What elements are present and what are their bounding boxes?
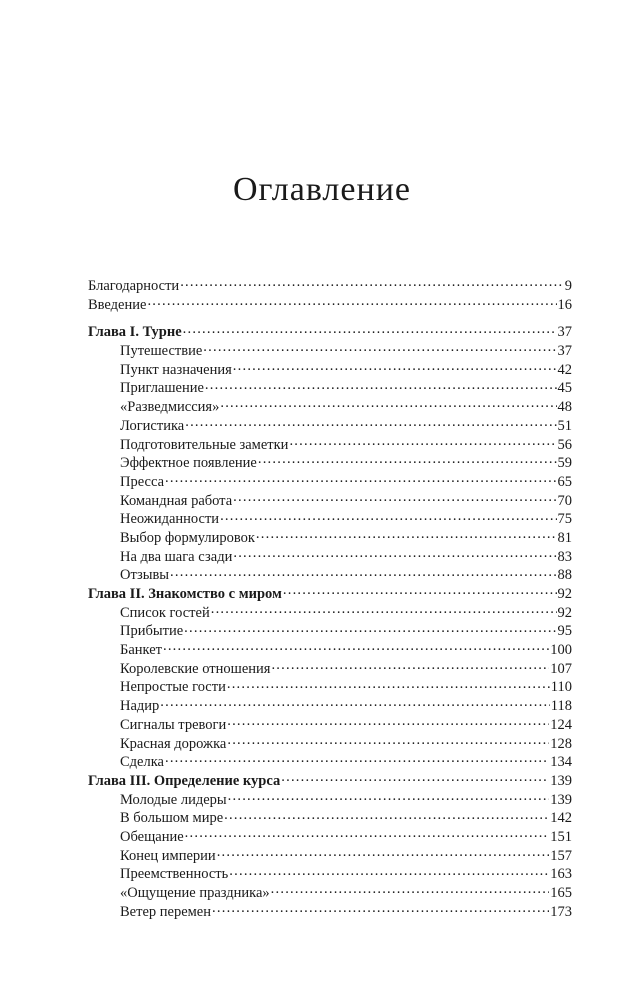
section-gap: [88, 314, 572, 323]
chapters-list: [88, 323, 572, 921]
toc-section-entry: [88, 361, 572, 380]
toc-section-label: В большом мире: [120, 810, 224, 827]
toc-section-label: Надир: [120, 698, 160, 715]
dot-leader: [212, 904, 549, 916]
toc-section-page: 124: [550, 716, 572, 733]
dot-leader: [170, 567, 556, 579]
toc-section-label: Выбор формулировок: [120, 529, 255, 546]
toc-section-label: Пункт назначения: [120, 361, 232, 378]
toc-chapter-page: 37: [557, 324, 572, 341]
toc-section-page: 142: [550, 810, 572, 827]
toc-section-label: Прибытие: [120, 623, 184, 640]
toc-section-page: 95: [557, 623, 572, 640]
dot-leader: [217, 848, 550, 860]
dot-leader: [165, 474, 556, 486]
toc-entry-label: Благодарности: [88, 278, 180, 294]
dot-leader: [233, 549, 556, 561]
toc-section-page: 83: [557, 548, 572, 565]
toc-section-page: 134: [550, 754, 572, 771]
toc-chapter-page: 92: [557, 586, 572, 602]
toc-section-entry: [88, 641, 572, 660]
dot-leader: [281, 773, 549, 785]
dot-leader: [258, 455, 557, 467]
toc-section-label: Путешествие: [120, 343, 203, 360]
toc-section-page: 139: [550, 791, 572, 808]
page-title: Оглавление: [233, 171, 411, 208]
toc-section-page: 100: [550, 642, 572, 659]
dot-leader: [180, 278, 564, 290]
toc-section-entry: [88, 791, 572, 810]
dot-leader: [289, 437, 556, 449]
dot-leader: [229, 866, 549, 878]
toc-section-entry: [88, 492, 572, 511]
toc-section-label: Непростые гости: [120, 679, 226, 696]
toc-section-page: 107: [550, 660, 572, 677]
toc-section-entry: [88, 753, 572, 772]
toc-section-entry: [88, 847, 572, 866]
toc-entry-front: [88, 277, 572, 296]
toc-section-label: Список гостей: [120, 604, 210, 621]
toc-chapter-page: 139: [550, 772, 572, 789]
toc-section-label: Королевские отношения: [120, 660, 271, 677]
toc-section-page: 165: [550, 885, 572, 901]
toc-chapter-1: [88, 323, 572, 342]
dot-leader: [233, 493, 556, 505]
toc-section-page: 75: [557, 511, 572, 528]
toc-chapter-2: [88, 585, 572, 604]
dot-leader: [220, 399, 556, 411]
toc-section-entry: [88, 342, 572, 361]
toc-section-label: Ветер перемен: [120, 903, 212, 920]
dot-leader: [203, 343, 556, 355]
dot-leader: [233, 362, 557, 374]
toc-section-entry: [88, 604, 572, 623]
toc-section-entry: [88, 454, 572, 473]
dot-leader: [165, 754, 549, 766]
dot-leader: [183, 324, 557, 336]
toc-section-label: Отзывы: [120, 567, 170, 584]
toc-section-label: «Разведмиссия»: [120, 399, 220, 416]
toc-section-page: 81: [557, 529, 572, 546]
dot-leader: [185, 418, 556, 430]
toc-section-label: Неожиданности: [120, 511, 220, 528]
toc-section-page: 37: [557, 343, 572, 360]
toc-section-label: Пресса: [120, 473, 165, 490]
toc-section-entry: [88, 884, 572, 903]
dot-leader: [185, 829, 550, 841]
dot-leader: [271, 885, 550, 897]
toc-section-entry: [88, 510, 572, 529]
toc-section-label: Конец империи: [120, 847, 216, 864]
toc-section-page: 163: [550, 866, 572, 883]
toc-section-label: Эффектное появление: [120, 455, 257, 472]
toc-entry-label: Введение: [88, 296, 147, 313]
toc-section-entry: [88, 436, 572, 455]
toc-section-page: 110: [550, 679, 572, 696]
toc-section-page: 173: [550, 903, 572, 920]
toc-section-page: 51: [557, 417, 572, 434]
dot-leader: [160, 698, 549, 710]
toc-section-page: 70: [557, 492, 572, 509]
toc-entry-front: [88, 296, 572, 315]
toc-section-entry: [88, 735, 572, 754]
toc-section-page: 59: [557, 455, 572, 472]
toc-section-entry: [88, 548, 572, 567]
dot-leader: [184, 623, 556, 635]
dot-leader: [163, 642, 549, 654]
toc-section-label: Логистика: [120, 417, 185, 434]
dot-leader: [227, 679, 550, 691]
dot-leader: [283, 586, 557, 598]
toc-section-entry: [88, 398, 572, 417]
toc-section-entry: [88, 566, 572, 585]
toc-section-label: Командная работа: [120, 492, 233, 509]
toc-section-entry: [88, 678, 572, 697]
toc-section-page: 45: [557, 380, 572, 397]
toc-section-entry: [88, 903, 572, 922]
toc-section-page: 151: [550, 828, 572, 845]
toc-section-page: 65: [557, 473, 572, 490]
dot-leader: [211, 605, 557, 617]
toc-section-page: 157: [550, 847, 572, 864]
toc-section-page: 42: [557, 361, 572, 378]
toc-section-entry: [88, 417, 572, 436]
toc-section-label: Подготовительные заметки: [120, 436, 289, 453]
toc-section-label: Преемственность: [120, 866, 229, 883]
dot-leader: [256, 530, 557, 542]
toc-section-label: Красная дорожка: [120, 735, 227, 752]
toc-section-label: Обещание: [120, 828, 184, 845]
toc-section-entry: [88, 529, 572, 548]
toc-section-label: «Ощущение праздника»: [120, 885, 270, 901]
toc-chapter-label: Глава III. Определение курса: [88, 772, 281, 789]
toc-section-label: Сигналы тревоги: [120, 716, 227, 733]
toc-section-page: 128: [550, 735, 572, 752]
toc-section-page: 92: [557, 604, 572, 621]
toc-section-label: Молодые лидеры: [120, 791, 227, 808]
table-of-contents: [88, 277, 572, 921]
toc-section-entry: [88, 379, 572, 398]
dot-leader: [227, 717, 549, 729]
dot-leader: [227, 736, 549, 748]
toc-section-label: Приглашение: [120, 380, 204, 397]
toc-section-entry: [88, 828, 572, 847]
dot-leader: [147, 297, 556, 309]
toc-section-page: 118: [550, 698, 572, 715]
dot-leader: [228, 792, 550, 804]
toc-section-label: На два шага сзади: [120, 548, 233, 565]
toc-section-label: Сделка: [120, 754, 164, 771]
dot-leader: [271, 661, 549, 673]
dot-leader: [205, 380, 557, 392]
toc-chapter-label: Глава I. Турне: [88, 324, 182, 341]
toc-section-page: 48: [557, 399, 572, 416]
toc-section-entry: [88, 716, 572, 735]
toc-section-entry: [88, 697, 572, 716]
toc-section-entry: [88, 865, 572, 884]
dot-leader: [224, 810, 549, 822]
dot-leader: [220, 511, 556, 523]
toc-chapter-3: [88, 772, 572, 791]
toc-section-label: Банкет: [120, 642, 162, 659]
toc-section-entry: [88, 473, 572, 492]
toc-section-page: 56: [557, 436, 572, 453]
toc-section-page: 88: [557, 567, 572, 584]
toc-section-entry: [88, 809, 572, 828]
toc-section-entry: [88, 660, 572, 679]
toc-entry-page: 9: [564, 278, 572, 294]
toc-entry-page: 16: [557, 296, 572, 313]
toc-chapter-label: Глава II. Знакомство с миром: [88, 586, 282, 602]
toc-section-entry: [88, 622, 572, 641]
